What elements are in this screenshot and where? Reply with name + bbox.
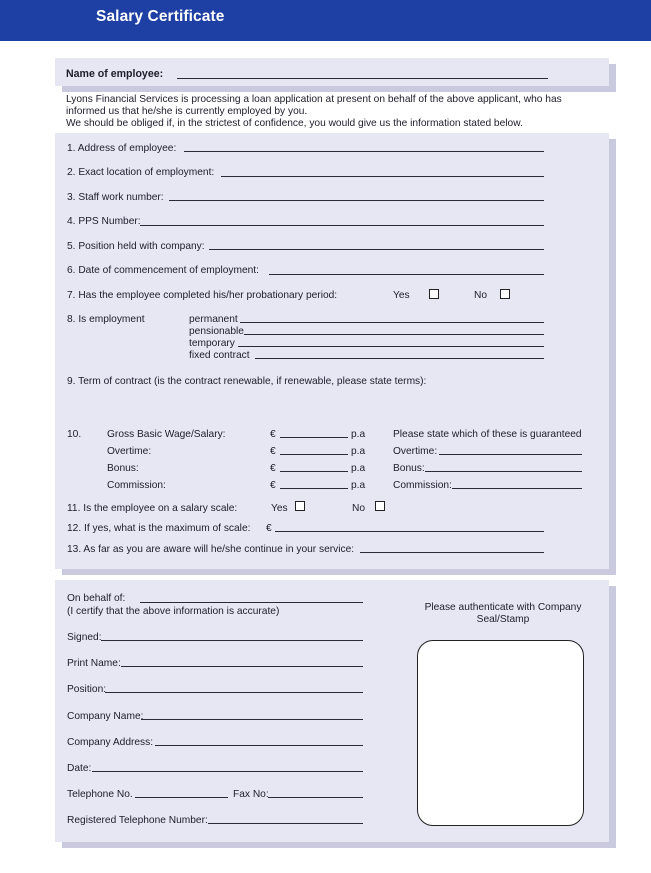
wage-field-bonus[interactable] [280,471,348,472]
q4-field[interactable] [140,225,544,226]
intro-line-1: Lyons Financial Services is processing a loan application at present on behalf of the above applicant, who has [66,94,562,105]
q1-field[interactable] [184,151,544,152]
employee-name-field[interactable] [177,78,548,79]
q12-field[interactable] [275,531,544,532]
intro-line-2: informed us that he/she is currently employed by you. [66,106,308,117]
wage-period-bonus: p.a [351,463,366,474]
q2-field[interactable] [221,176,544,177]
q8-permanent-field[interactable] [240,322,544,323]
q2-label: 2. Exact location of employment: [67,167,215,178]
q5-label: 5. Position held with company: [67,241,205,252]
position-field[interactable] [105,692,363,693]
wage-field-gross[interactable] [280,437,348,438]
q7-yes-checkbox[interactable] [429,289,439,299]
registered-tel-label: Registered Telephone Number: [67,815,208,826]
wage-label-overtime: Overtime: [107,446,152,457]
q9-label: 9. Term of contract (is the contract renewable, if renewable, please state terms): [67,376,427,387]
guaranteed-commission-field[interactable] [452,488,582,489]
wage-currency-overtime: € [270,446,276,457]
wage-field-commission[interactable] [280,488,348,489]
q8-label: 8. Is employment [67,314,145,325]
wage-period-gross: p.a [351,429,366,440]
guaranteed-header: Please state which of these is guaranteed [393,429,582,440]
q8-fixed-contract-field[interactable] [255,358,544,359]
q8-option-temporary: temporary [189,338,235,349]
employee-name-label: Name of employee: [66,68,164,80]
signed-label: Signed: [67,632,102,643]
q8-temporary-field[interactable] [238,346,544,347]
intro-line-3: We should be obliged if, in the strictest of confidence, you would give us the information stated below. [66,118,523,129]
wage-currency-bonus: € [270,463,276,474]
behalf-field[interactable] [140,602,363,603]
header-bar [0,0,651,41]
seal-instruction-line-1: Please authenticate with Company [424,602,582,613]
guaranteed-bonus-field[interactable] [425,471,582,472]
employee-name-panel [55,58,609,86]
company-name-field[interactable] [141,719,363,720]
company-address-field[interactable] [155,745,363,746]
q8-option-permanent: permanent [189,314,238,325]
q10-number: 10. [67,429,82,440]
wage-currency-gross: € [270,429,276,440]
guaranteed-overtime-field[interactable] [439,454,582,455]
wage-currency-commission: € [270,480,276,491]
signed-field[interactable] [101,640,363,641]
q8-pensionable-field[interactable] [244,334,544,335]
q13-label: 13. As far as you are aware will he/she continue in your service: [67,544,355,555]
seal-instruction-line-2: Seal/Stamp [476,614,530,625]
q7-no-checkbox[interactable] [500,289,510,299]
q11-label: 11. Is the employee on a salary scale: [67,503,238,514]
q11-yes-label: Yes [271,503,288,514]
q6-field[interactable] [269,274,544,275]
behalf-label: On behalf of: [67,593,126,604]
print-name-label: Print Name: [67,658,121,669]
q3-field[interactable] [169,200,544,201]
q6-label: 6. Date of commencement of employment: [67,265,259,276]
q4-label: 4. PPS Number: [67,216,141,227]
telephone-label: Telephone No. [67,789,133,800]
print-name-field[interactable] [121,666,363,667]
q12-label: 12. If yes, what is the maximum of scale: [67,523,251,534]
wage-period-overtime: p.a [351,446,366,457]
wage-label-commission: Commission: [107,480,166,491]
q7-no-label: No [474,290,488,301]
company-address-label: Company Address: [67,737,154,748]
date-field[interactable] [92,771,363,772]
q5-field[interactable] [209,249,544,250]
q11-no-checkbox[interactable] [375,501,385,511]
q12-currency: € [266,523,272,534]
q11-no-label: No [352,503,366,514]
q13-field[interactable] [360,552,544,553]
guaranteed-overtime-label: Overtime: [393,446,438,457]
company-name-label: Company Name: [67,711,144,722]
guaranteed-bonus-label: Bonus: [393,463,425,474]
seal-stamp-box[interactable] [417,640,584,826]
q11-yes-checkbox[interactable] [295,501,305,511]
wage-period-commission: p.a [351,480,366,491]
registered-tel-field[interactable] [208,823,363,824]
position-label: Position: [67,684,107,695]
q3-label: 3. Staff work number: [67,192,164,203]
guaranteed-commission-label: Commission: [393,480,452,491]
telephone-field[interactable] [135,797,228,798]
q8-option-fixed-contract: fixed contract [189,350,250,361]
q7-yes-label: Yes [393,290,410,301]
wage-field-overtime[interactable] [280,454,348,455]
q7-label: 7. Has the employee completed his/her probationary period: [67,290,338,301]
fax-label: Fax No: [233,789,269,800]
wage-label-bonus: Bonus: [107,463,139,474]
wage-label-gross: Gross Basic Wage/Salary: [107,429,226,440]
q8-option-pensionable: pensionable [189,326,244,337]
certify-text: (I certify that the above information is accurate) [67,606,280,617]
page-title: Salary Certificate [96,8,225,25]
date-label: Date: [67,763,92,774]
q1-label: 1. Address of employee: [67,143,177,154]
fax-field[interactable] [268,797,363,798]
